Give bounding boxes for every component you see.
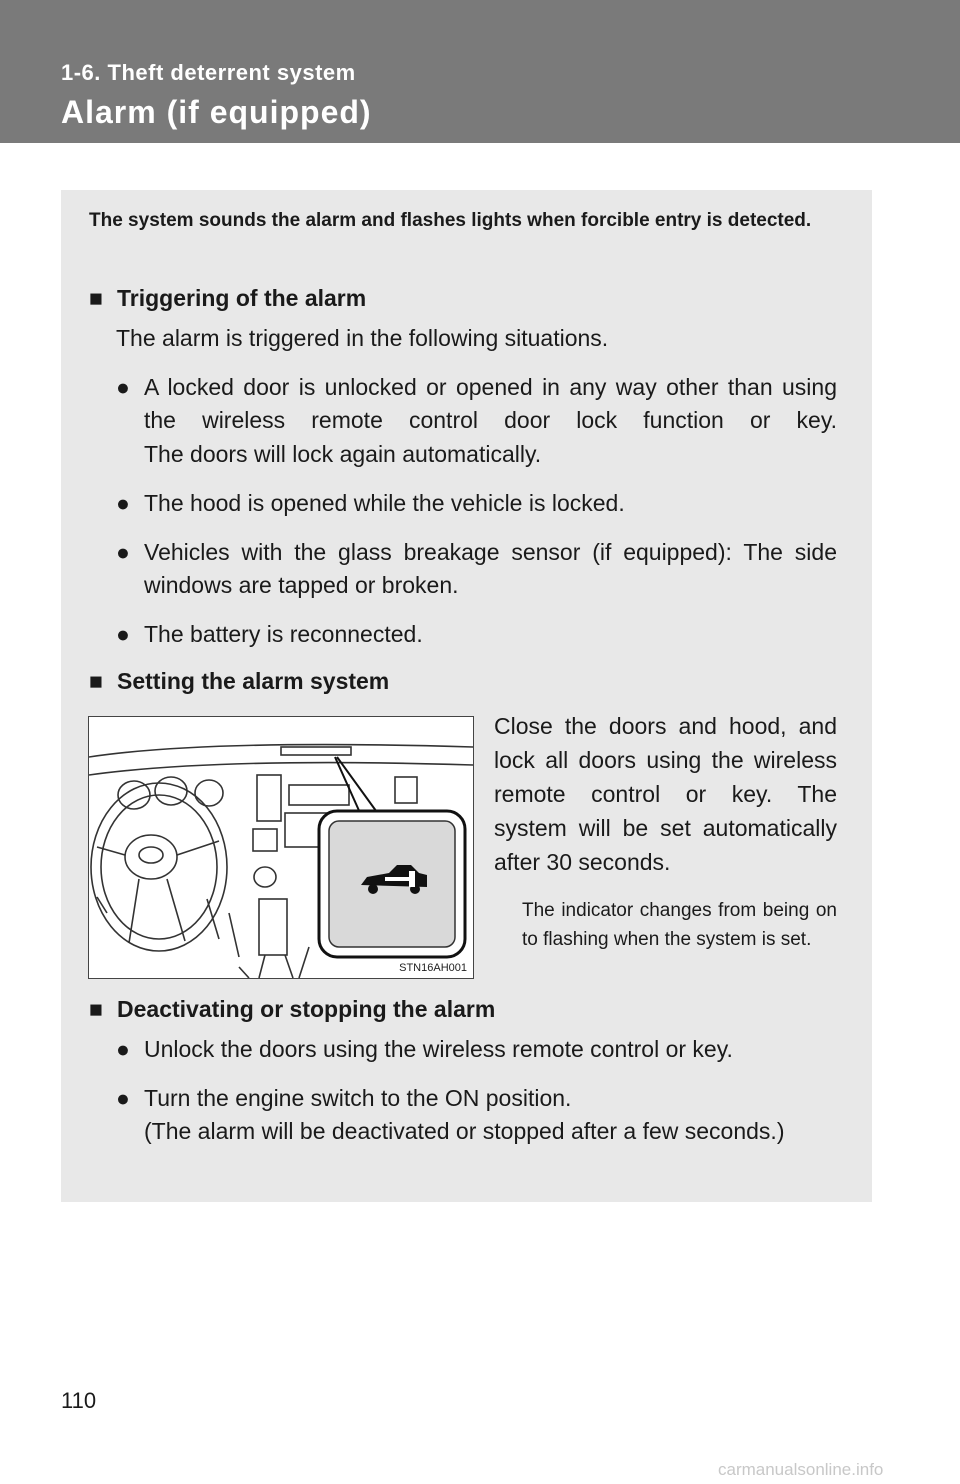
bullet-continuation: The doors will lock again automatically. [144,441,542,467]
watermark: carmanualsonline.info [718,1460,884,1479]
dot-bullet-icon: ● [116,1085,130,1111]
page-number: 110 [61,1388,97,1413]
list-item [116,1082,837,1115]
square-bullet-icon: ■ [89,996,103,1022]
bullet-text: A locked door is unlocked or opened in any way other than using the wireless remote control door lock function or key. [144,374,837,433]
list-item [116,536,837,602]
dashboard-illustration [88,716,474,979]
triggering-lead: The alarm is triggered in the following situations. [116,325,609,351]
dot-bullet-icon: ● [116,539,130,565]
dot-bullet-icon: ● [116,490,130,516]
page-title: Alarm (if equipped) [61,94,372,130]
square-bullet-icon: ■ [89,285,103,311]
bullet-text: The hood is opened while the vehicle is locked. [144,490,625,516]
section-label: 1-6. Theft deterrent system [61,60,356,85]
dot-bullet-icon: ● [116,621,130,647]
heading-triggering-label: Triggering of the alarm [117,285,367,311]
heading-deactivating [89,996,495,1023]
heading-setting-label: Setting the alarm system [117,668,390,694]
intro-text: The system sounds the alarm and flashes lights when forcible entry is detected. [89,210,812,231]
bullet-text: Unlock the doors using the wireless remote control or key. [144,1036,733,1062]
heading-setting [89,668,389,695]
heading-triggering [89,285,366,312]
dot-bullet-icon: ● [116,1036,130,1062]
square-bullet-icon: ■ [89,668,103,694]
bullet-text: Vehicles with the glass breakage sensor (if equipped): The side windows are tapped or broken. [144,539,837,598]
heading-deactivating-label: Deactivating or stopping the alarm [117,996,496,1022]
bullet-continuation: (The alarm will be deactivated or stopped after a few seconds.) [144,1118,785,1144]
dashboard-drawing [89,717,473,978]
bullet-text: Turn the engine switch to the ON position. [144,1085,572,1111]
list-item [116,371,837,437]
list-item [116,1033,837,1066]
bullet-text: The battery is reconnected. [144,621,423,647]
setting-note: The indicator changes from being on to flashing when the system is set. [522,900,837,950]
list-item [116,618,837,651]
figure-code: STN16AH001 [399,962,467,974]
list-item [116,487,837,520]
chapter-header [0,0,960,143]
setting-text: Close the doors and hood, and lock all doors using the wireless remote control or key. The system will be set automatically after 30 seconds. [494,713,837,875]
dot-bullet-icon: ● [116,374,130,400]
